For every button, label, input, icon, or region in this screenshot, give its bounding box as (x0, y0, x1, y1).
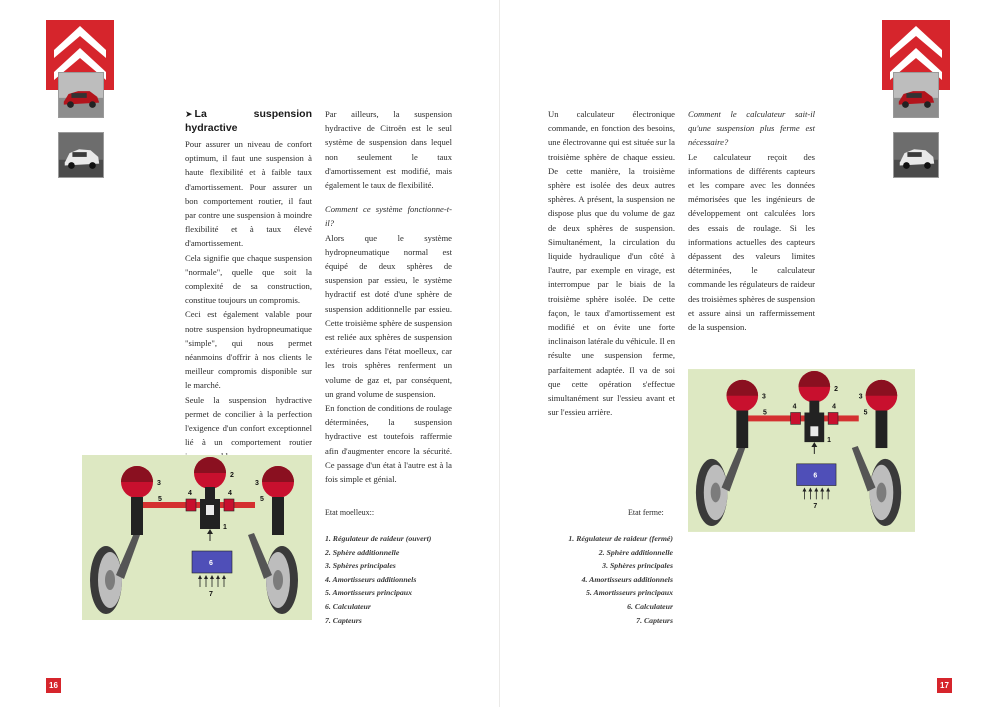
label-4-right: 4 (228, 490, 232, 497)
label-1: 1 (827, 437, 832, 445)
label-5-right: 5 (260, 496, 264, 503)
legend-item: 3. Sphères principales (325, 561, 396, 571)
label-5-left: 5 (158, 496, 162, 503)
label-3-right: 3 (858, 393, 863, 401)
paragraph: En fonction de conditions de roulage déterminées, la suspension hydractive est toutefois raffermie afin d'augmenter encore la sécurité. Ce passage d'un état à l'autre est à la fois simple et génial. (325, 403, 452, 485)
left-column-1 (185, 107, 312, 464)
right-column-1 (548, 107, 675, 419)
label-2: 2 (230, 472, 234, 479)
legend-item: 2. Sphère additionnelle (325, 547, 400, 557)
label-3-left: 3 (762, 393, 766, 401)
paragraph: Alors que le système hydropneumatique normal est équipé de deux sphères de suspension par essieu, le système hydractif est doté d'une sphère de suspension additionnelle par essieu. Cette troisième sphère de suspension est reliée aux sphères de suspension extérieures dans l'état moelleux, car les trois sphères renferment un volume de gaz et, par conséquent, un grand volume de suspension. (325, 232, 452, 399)
label-7: 7 (813, 503, 818, 511)
page-number: 17 (937, 678, 952, 693)
label-3-left: 3 (157, 480, 161, 487)
page-number: 16 (46, 678, 61, 693)
car-photo-red (58, 72, 104, 118)
legend-item: 7. Capteurs (636, 615, 673, 625)
section-heading: ➤ La suspension hydractive (185, 108, 312, 134)
paragraph: Pour assurer un niveau de confort optimum, il faut une suspension à haute flexibilité et à faible taux d'amortissement. Pour assurer un bon comportement routier, il faut par contre une suspension à moindre flexibilité et à taux élevé d'amortissement. (185, 139, 312, 249)
legend-item: 2. Sphère additionnelle (598, 547, 673, 557)
left-column-2 (325, 107, 452, 486)
legend-list (325, 532, 431, 627)
label-4-left: 4 (188, 490, 192, 497)
legend-item: 1. Régulateur de raideur (ouvert) (325, 534, 432, 543)
label-7: 7 (209, 591, 213, 598)
car-photo-red (893, 72, 939, 118)
legend-item: 4. Amortisseurs additionnels (325, 574, 417, 584)
legend-title: Etat moelleux:: (325, 508, 375, 517)
paragraph: Un calculateur électronique commande, en fonction des besoins, une électrovanne qui est située sur la troisième sphère de chaque essieu. De cette manière, la troisième sphère est isolée des deux autres sphères. A présent, la suspension ne dispose plus que du volume de gaz de deux sphères de suspension. Simultanément, la circulation du liquide hydraulique d'un côté à l'autre, par exemple en virage, est interrompue par le biais de la troisième sphère isolée. De cette façon, le taux d'amortissement est modifié et on évite une forte inclinaison latérale du véhicule. Il en résulte une suspension ferme, parfaitement adaptée. Il va de soi que cette opération s'effectue simultanément sur l'essieu avant et sur l'essieu arrière. (548, 109, 675, 418)
legend-item: 6. Calculateur (627, 601, 673, 611)
suspension-diagram-firm (688, 368, 915, 533)
paragraph: Seule la suspension hydractive permet de concilier à la perfection l'exigence d'un confort exceptionnel lié à un comportement routier (185, 394, 312, 448)
label-5-right: 5 (863, 409, 868, 417)
question-subheading: Comment ce système fonctionne-t-il? (325, 204, 452, 229)
question-subheading: Comment le calculateur sait-il qu'une suspension plus ferme est nécessaire? (688, 109, 815, 148)
label-5-left: 5 (763, 409, 767, 417)
legend-list (530, 532, 673, 627)
legend-item: 1. Régulateur de raideur (fermé) (568, 534, 673, 543)
suspension-diagram-soft (82, 455, 312, 620)
legend-item: 5. Amortisseurs principaux (325, 588, 413, 598)
label-6: 6 (209, 560, 213, 567)
paragraph: Par ailleurs, la suspension hydractive de Citroën est le seul système de suspension dans lequel non seulement le taux d'amortissement est modifié, mais également le taux de flexibilité. (325, 109, 452, 191)
legend-item: 7. Capteurs (325, 615, 362, 625)
legend-item: 6. Calculateur (325, 601, 371, 611)
car-photo-white (893, 132, 939, 178)
car-photo-white (58, 132, 104, 178)
legend-item: 3. Sphères principales (602, 561, 673, 571)
arrow-icon: ➤ (185, 109, 193, 119)
right-column-2 (688, 107, 815, 334)
legend-title: Etat ferme: (628, 508, 664, 517)
label-4-right: 4 (832, 403, 836, 411)
label-3-right: 3 (255, 480, 259, 487)
label-6: 6 (813, 472, 818, 480)
legend-item: 5. Amortisseurs principaux (585, 588, 673, 598)
label-4-left: 4 (792, 403, 797, 411)
paragraph: Cela signifie que chaque suspension "normale", quelle que soit la complexité de sa construction, constitue toujours un compromis. (185, 252, 312, 306)
paragraph: Le calculateur reçoit des informations de différents capteurs et les compare avec les données mémorisées que les ingénieurs de développement ont calculées lors des essais de roulage. Si les informations actuelles des capteurs dépassent des valeurs limites déterminées, le calculateur commande les régulateurs de raideur des troisièmes sphères de suspension et assure ainsi un raffermissement de la suspension. (688, 151, 815, 333)
label-2: 2 (834, 385, 838, 393)
legend-item: 4. Amortisseurs additionnels (581, 574, 673, 584)
paragraph: Ceci est également valable pour notre suspension hydropneumatique "simple", qui nous permet néanmoins d'offrir à nos clients le meilleur compromis disponible sur le marché. (185, 309, 312, 391)
right-page (500, 0, 1000, 707)
label-1: 1 (223, 524, 227, 531)
